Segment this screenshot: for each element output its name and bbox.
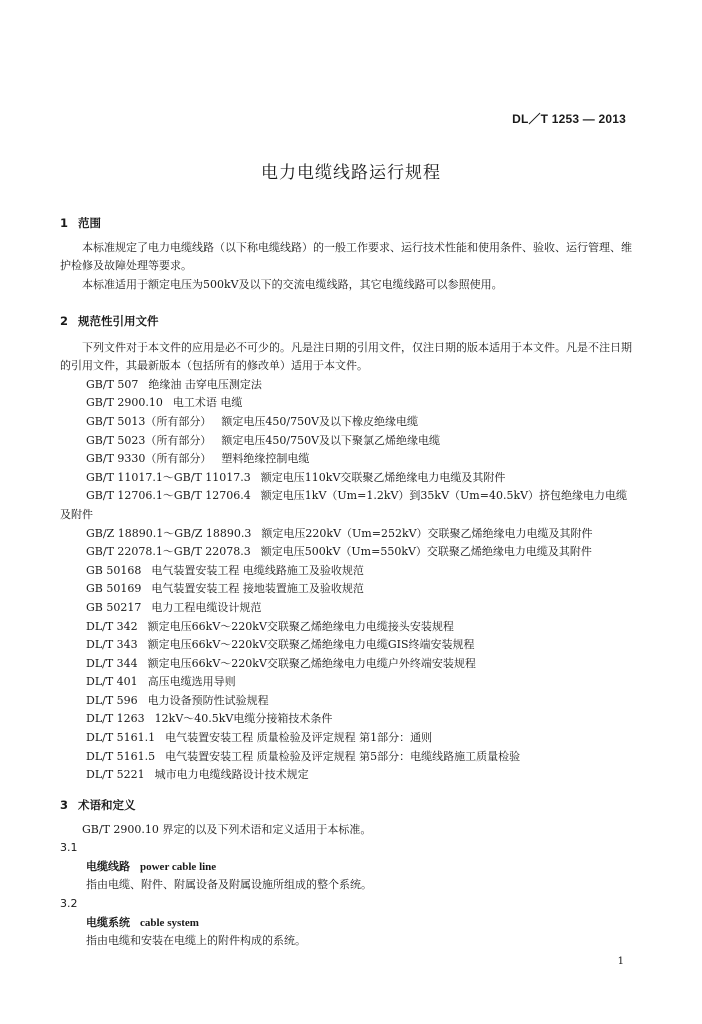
paragraph: 本标准适用于额定电压为500kV及以下的交流电缆线路，其它电缆线路可以参照使用。 (82, 277, 503, 291)
reference-item: DL/T 5221 城市电力电缆线路设计技术规定 (86, 768, 309, 782)
document-code: DL／T 1253 — 2013 (512, 112, 626, 126)
reference-item: GB 50169 电气装置安装工程 接地装置施工及验收规范 (86, 582, 364, 596)
section-terms-definitions (60, 796, 632, 951)
reference-item: GB/T 5013（所有部分） 额定电压450/750V及以下橡皮绝缘电缆 (86, 414, 419, 428)
section-heading: 2 规范性引用文件 (60, 314, 159, 328)
reference-item: DL/T 343 额定电压66kV～220kV交联聚乙烯绝缘电力电缆GIS终端安装规程 (86, 638, 475, 652)
reference-item: GB/T 2900.10 电工术语 电缆 (86, 396, 243, 410)
section-scope (60, 214, 632, 294)
reference-item: GB/T 9330（所有部分） 塑料绝缘控制电缆 (86, 452, 310, 466)
page-number: 1 (617, 956, 624, 967)
reference-item: GB/T 12706.1～GB/T 12706.4 额定电压1kV（Um=1.2kV）到35kV（Um=40.5kV）挤包绝缘电力电缆及附件 (60, 489, 628, 521)
reference-item: GB/Z 18890.1～GB/Z 18890.3 额定电压220kV（Um=252kV）交联聚乙烯绝缘电力电缆及其附件 (86, 526, 593, 540)
term-definition: 指由电缆和安装在电缆上的附件构成的系统。 (86, 934, 306, 948)
section-heading: 3 术语和定义 (60, 798, 136, 812)
reference-item: GB/T 507 绝缘油 击穿电压测定法 (86, 377, 262, 391)
term-number: 3.1 (60, 841, 78, 855)
reference-item: DL/T 344 额定电压66kV～220kV交联聚乙烯绝缘电力电缆户外终端安装规程 (86, 656, 476, 670)
term-definition: 指由电缆、附件、附属设备及附属设施所组成的整个系统。 (86, 878, 372, 892)
reference-item: GB/T 5023（所有部分） 额定电压450/750V及以下聚氯乙烯绝缘电缆 (86, 433, 441, 447)
paragraph: GB/T 2900.10 界定的以及下列术语和定义适用于本标准。 (82, 822, 372, 836)
section-heading: 1 范围 (60, 216, 101, 230)
term-title: 电缆系统 cable system (86, 915, 199, 929)
reference-item: DL/T 1263 12kV～40.5kV电缆分接箱技术条件 (86, 712, 333, 726)
reference-item: DL/T 401 高压电缆选用导则 (86, 675, 236, 689)
paragraph: 下列文件对于本文件的应用是必不可少的。凡是注日期的引用文件，仅注日期的版本适用于本文件。凡是不注日期的引用文件，其最新版本（包括所有的修改单）适用于本文件。 (60, 340, 632, 373)
reference-item: DL/T 596 电力设备预防性试验规程 (86, 693, 269, 707)
reference-item: GB 50217 电力工程电缆设计规范 (86, 600, 262, 614)
paragraph: 本标准规定了电力电缆线路（以下称电缆线路）的一般工作要求、运行技术性能和使用条件、验收、运行管理、维护检修及故障处理等要求。 (60, 240, 632, 273)
reference-item: DL/T 5161.5 电气装置安装工程 质量检验及评定规程 第5部分：电缆线路施工质量检验 (86, 749, 521, 763)
reference-item: DL/T 5161.1 电气装置安装工程 质量检验及评定规程 第1部分：通则 (86, 731, 433, 745)
reference-item: GB 50168 电气装置安装工程 电缆线路施工及验收规范 (86, 563, 364, 577)
term-number: 3.2 (60, 896, 78, 910)
reference-item: GB/T 22078.1～GB/T 22078.3 额定电压500kV（Um=550kV）交联聚乙烯绝缘电力电缆及其附件 (86, 545, 592, 559)
section-normative-references (60, 312, 632, 785)
reference-item: DL/T 342 额定电压66kV～220kV交联聚乙烯绝缘电力电缆接头安装规程 (86, 619, 454, 633)
reference-item: GB/T 11017.1～GB/T 11017.3 额定电压110kV交联聚乙烯绝缘电力电缆及其附件 (86, 470, 506, 484)
term-title: 电缆线路 power cable line (86, 859, 217, 873)
page-title: 电力电缆线路运行规程 (261, 163, 441, 183)
